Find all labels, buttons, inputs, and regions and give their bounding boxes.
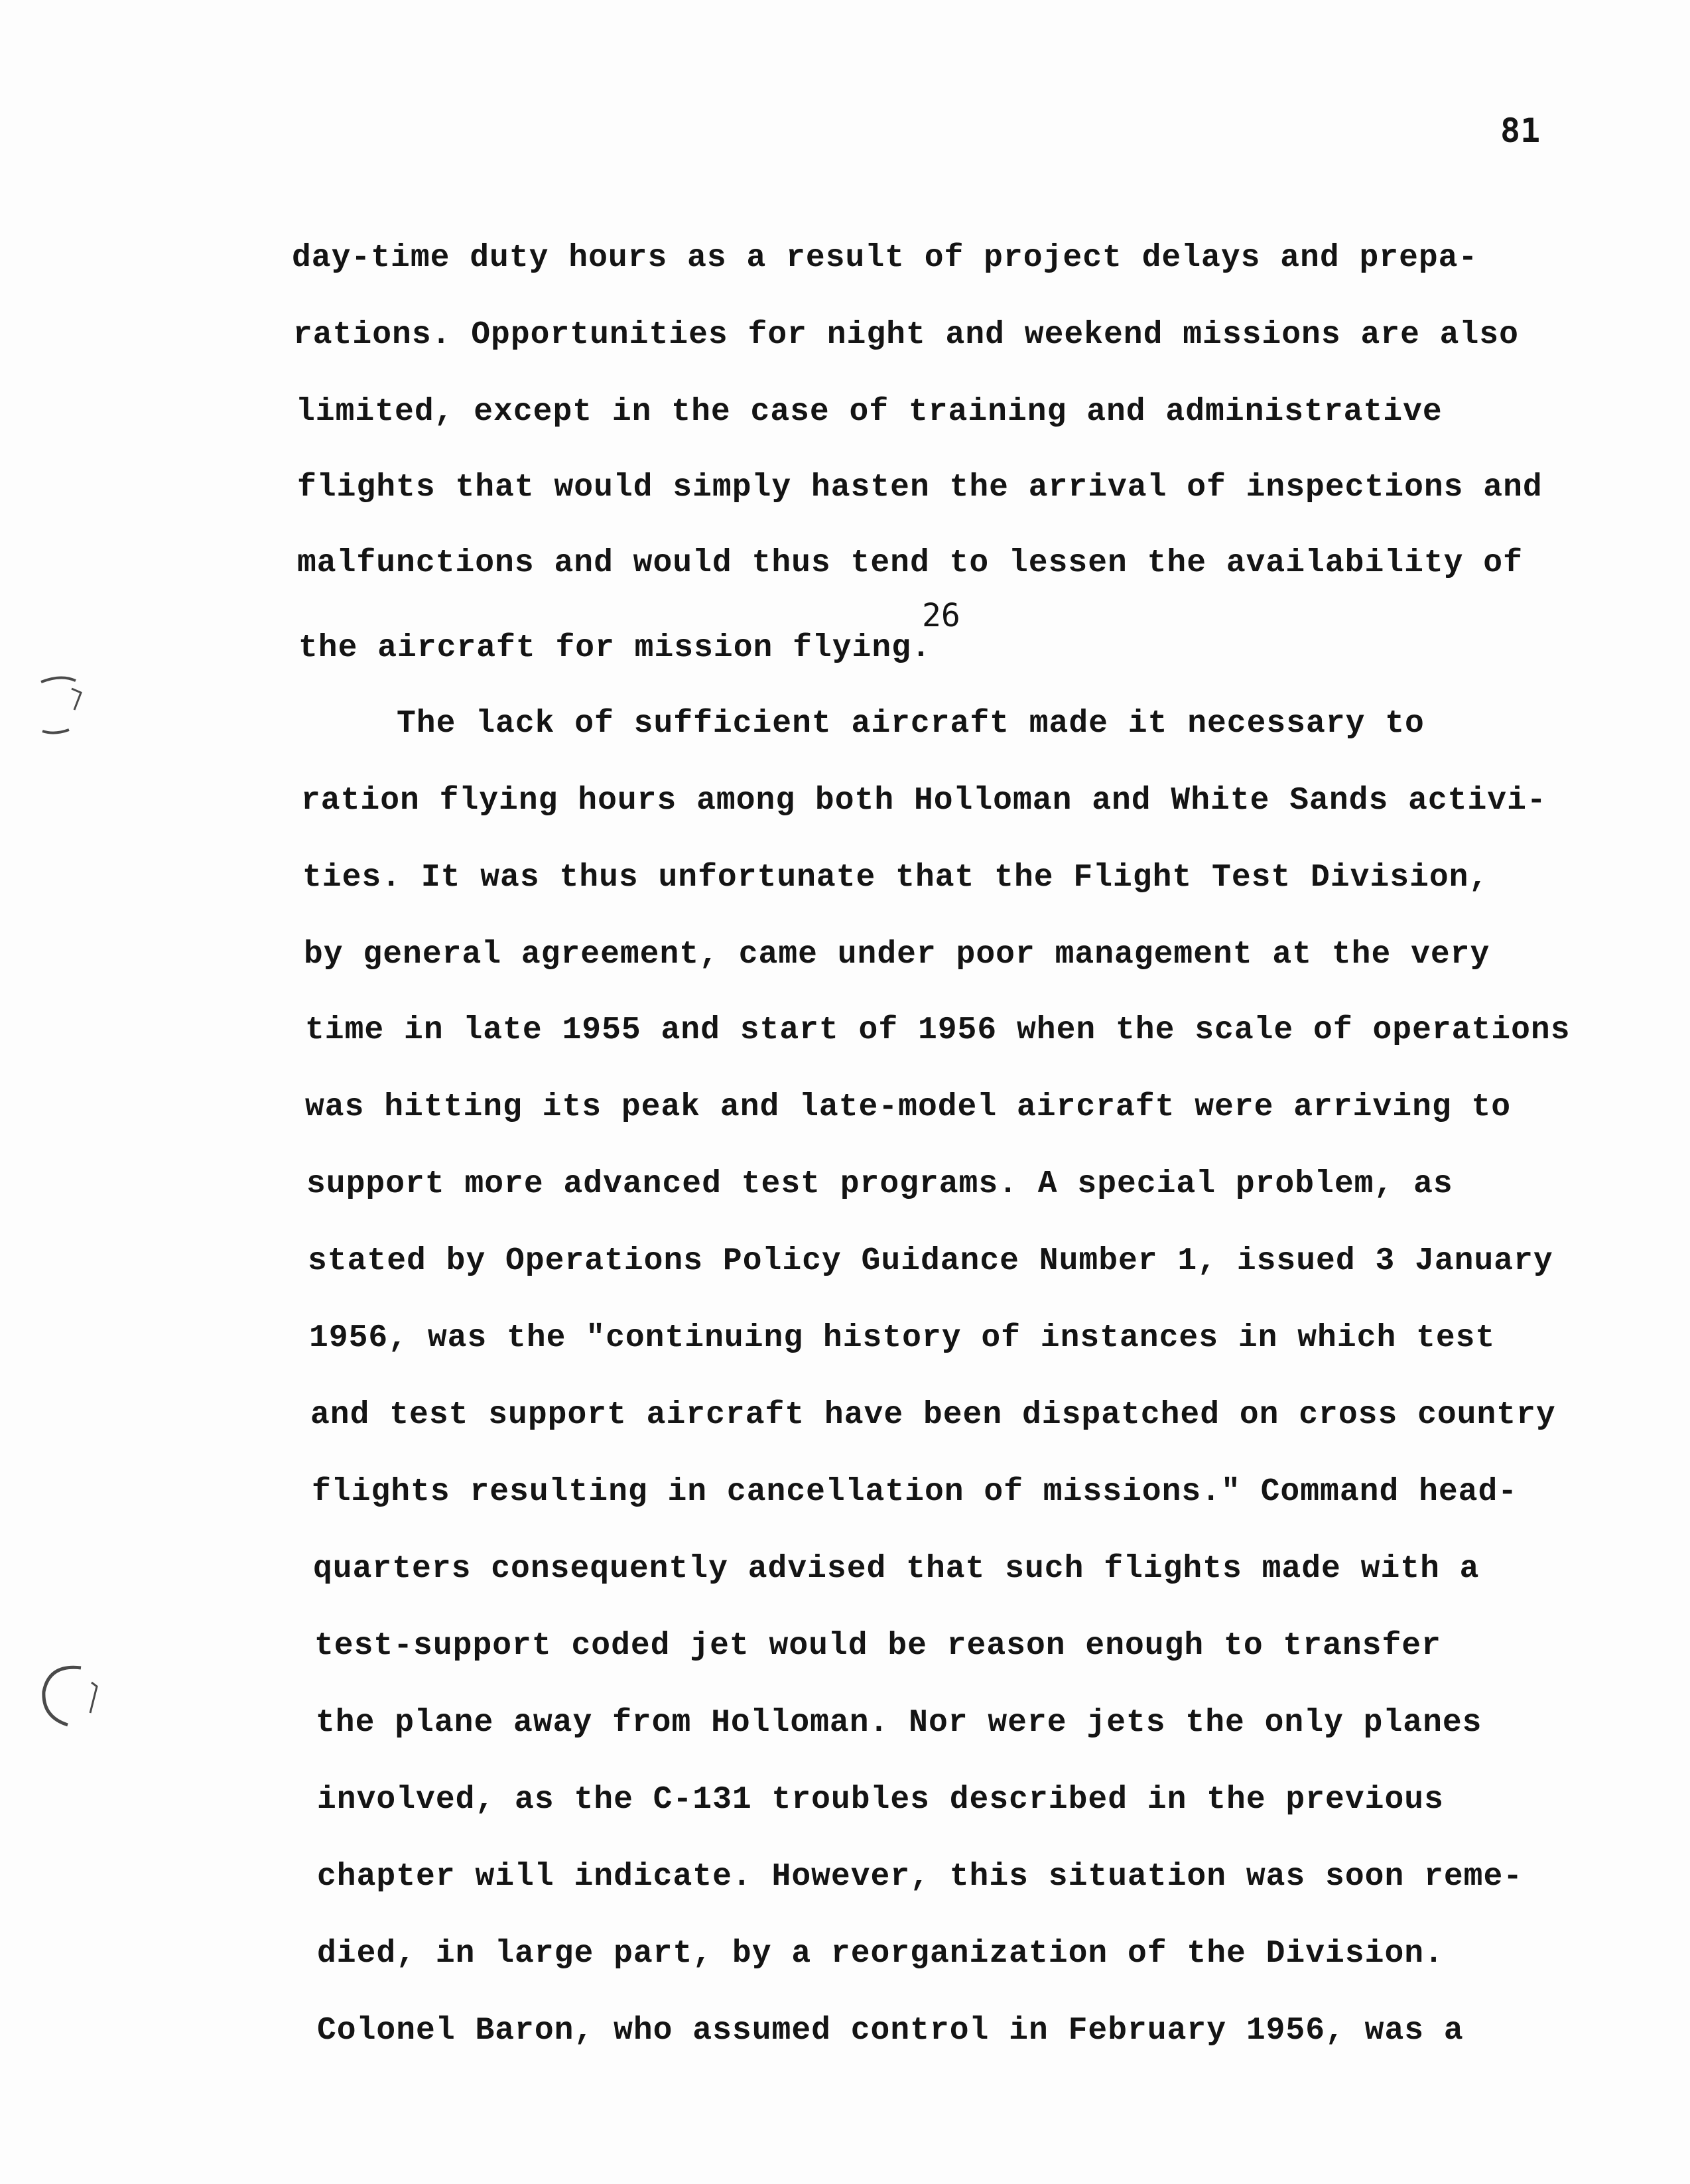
text-line-1: day-time duty hours as a result of project delays and prepa- xyxy=(292,240,1478,276)
text-line-23: died, in large part, by a reorganization of the Division. xyxy=(317,1936,1444,1972)
text-line-3: limited, except in the case of training and administrative xyxy=(296,394,1443,430)
text-line-5: malfunctions and would thus tend to lessen the availability of xyxy=(297,545,1523,581)
text-line-15: 1956, was the "continuing history of instances in which test xyxy=(309,1320,1496,1356)
text-line-22: chapter will indicate. However, this situation was soon reme- xyxy=(317,1859,1524,1895)
text-line-12: was hitting its peak and late-model aircraft were arriving to xyxy=(305,1089,1512,1125)
text-line-13: support more advanced test programs. A special problem, as xyxy=(306,1166,1453,1202)
text-line-18: quarters consequently advised that such flights made with a xyxy=(313,1551,1480,1587)
text-line-19: test-support coded jet would be reason enough to transfer xyxy=(314,1628,1441,1664)
text-line-11: time in late 1955 and start of 1956 when the scale of operations xyxy=(305,1012,1571,1048)
text-line-4: flights that would simply hasten the arrival of inspections and xyxy=(297,470,1543,506)
text-line-17: flights resulting in cancellation of missions." Command head- xyxy=(312,1474,1518,1510)
text-line-10: by general agreement, came under poor management at the very xyxy=(304,937,1490,973)
text-line-24: Colonel Baron, who assumed control in February 1956, was a xyxy=(317,2013,1464,2049)
text-line-8: ration flying hours among both Holloman and White Sands activi- xyxy=(301,783,1547,819)
binder-hole-mark-bottom xyxy=(34,1659,107,1745)
binder-hole-mark-top xyxy=(34,670,94,743)
text-line-14: stated by Operations Policy Guidance Number 1, issued 3 January xyxy=(308,1243,1553,1279)
text-line-9: ties. It was thus unfortunate that the Flight Test Division, xyxy=(302,860,1489,896)
page-number: 81 xyxy=(1500,111,1541,150)
text-line-16: and test support aircraft have been dispatched on cross country xyxy=(310,1397,1556,1433)
text-line-6: the aircraft for mission flying. xyxy=(298,630,931,666)
text-line-20: the plane away from Holloman. Nor were jets the only planes xyxy=(316,1705,1482,1741)
text-line-2: rations. Opportunities for night and weekend missions are also xyxy=(293,317,1519,353)
text-line-7: The lack of sufficient aircraft made it necessary to xyxy=(397,706,1425,742)
text-line-21: involved, as the C-131 troubles described in the previous xyxy=(317,1782,1444,1818)
footnote-reference: 26 xyxy=(922,597,960,634)
